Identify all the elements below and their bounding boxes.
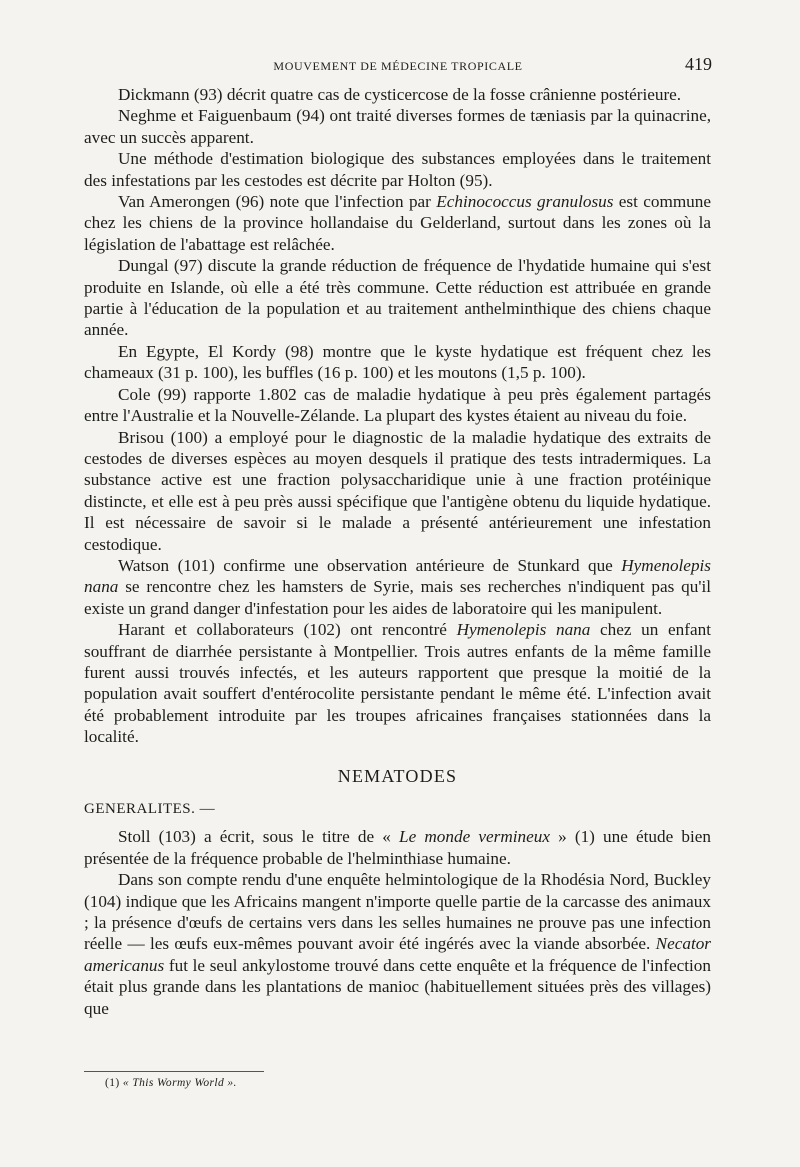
paragraph: Neghme et Faiguenbaum (94) ont traité diverses formes de tæniasis par la quinacrine, avec un succès apparent. bbox=[84, 106, 711, 147]
paragraph-text: fut le seul ankylostome trouvé dans cette enquête et la fréquence de l'infection était plus grande dans les plantations de manioc (habituellement situées près des villages) que bbox=[84, 955, 711, 1018]
paragraph: En Egypte, El Kordy (98) montre que le kyste hydatique est fréquent chez les chameaux (31 p. 100), les buffles (16 p. 100) et les moutons (1,5 p. 100). bbox=[84, 341, 711, 383]
paragraph-text: chez un enfant souffrant de diarrhée persistante à Montpellier. Trois autres enfants de la même famille furent aussi trouvés infectés, et les auteurs rapportent que presque la moitié de la population avait souffert d'entérocolite persistante pendant le même été. L'infection avait été probablement introduite par les troupes africaines françaises stationnées dans la localité. bbox=[84, 620, 711, 747]
footnote-rule bbox=[84, 1071, 264, 1072]
page-number: 419 bbox=[685, 54, 712, 74]
subheading: GENERALITES. — bbox=[84, 801, 216, 817]
paragraph-text: Dans son compte rendu d'une enquête helmintologique de la Rhodésia Nord, Buckley (104) indique que les Africains mangent n'importe quelle partie de la carcasse des animaux ; la présence d'œufs de certains vers dans les selles humaines ne prouve pas une infection réelle — les œufs eux-mêmes pouvant avoir été ingérés avec la viande absorbée. bbox=[84, 870, 711, 954]
running-title: MOUVEMENT DE MÉDECINE TROPICALE bbox=[273, 59, 523, 73]
paragraph-text: se rencontre chez les hamsters de Syrie, mais ses recherches n'indiquent pas qu'il existe un grand danger d'infestation pour les aides de laboratoire qui les manipulent. bbox=[84, 577, 711, 618]
paragraph bbox=[84, 555, 711, 619]
paragraph: Cole (99) rapporte 1.802 cas de maladie hydatique à peu près également partagés entre l'Australie et la Nouvelle-Zélande. La plupart des kystes étaient au niveau du foie. bbox=[84, 384, 711, 426]
section-heading: NEMATODES bbox=[337, 765, 458, 786]
nematode-paragraphs bbox=[84, 826, 711, 1019]
body-text bbox=[84, 84, 711, 1019]
italic-term: Hymenolepis nana bbox=[84, 555, 711, 597]
paragraph-text: Van Amerongen (96) note que l'infection par bbox=[118, 192, 437, 212]
paragraph-text: Stoll (103) a écrit, sous le titre de « bbox=[118, 827, 400, 847]
paragraph bbox=[84, 826, 711, 869]
footnote-marker: (1) bbox=[105, 1077, 120, 1089]
italic-term: Hymenolepis nana bbox=[456, 620, 591, 640]
paragraph-text: est commune chez les chiens de la province hollandaise du Gelderland, surtout dans les zones où la législation de l'abattage est relâchée. bbox=[84, 192, 712, 254]
page-header bbox=[84, 54, 712, 78]
italic-term: Echinococcus granulosus bbox=[436, 192, 614, 212]
paragraph-text: » (1) une étude bien présentée de la fréquence probable de l'helminthiase humaine. bbox=[84, 827, 711, 868]
paragraph bbox=[84, 619, 711, 747]
paragraph bbox=[84, 191, 711, 255]
paragraph-text: Harant et collaborateurs (102) ont rencontré bbox=[118, 620, 457, 640]
paragraph-text: Watson (101) confirme une observation antérieure de Stunkard que bbox=[118, 555, 622, 575]
paragraph bbox=[84, 869, 711, 1019]
footnote-text: « This Wormy World ». bbox=[122, 1077, 237, 1089]
footnote bbox=[105, 1077, 237, 1089]
paragraph: Dickmann (93) décrit quatre cas de cysticercose de la fosse crânienne postérieure. bbox=[118, 85, 682, 104]
italic-term: Le monde vermineux bbox=[399, 827, 550, 847]
paragraph: Une méthode d'estimation biologique des substances employées dans le traitement des infestations par les cestodes est décrite par Holton (95). bbox=[84, 149, 711, 190]
cestode-paragraphs bbox=[84, 84, 711, 748]
paragraph: Brisou (100) a employé pour le diagnostic de la maladie hydatique des extraits de cestodes de diverses espèces au moyen desquels il pratique des tests intradermiques. La substance active est une fraction polysaccharidique unie à une fraction protéinique distincte, et elle est à peu près aussi spécifique que l'antigène obtenu du liquide hydatique. Il est nécessaire de savoir si le malade a présenté antérieurement une infestation cestodique. bbox=[84, 427, 711, 554]
paragraph: Dungal (97) discute la grande réduction de fréquence de l'hydatide humaine qui s'est produite en Islande, où elle a été très commune. Cette réduction est attribuée en grande partie à l'éducation de la population et au traitement anthelminthique des chiens chaque année. bbox=[84, 256, 711, 340]
italic-term: Necator americanus bbox=[84, 934, 711, 975]
